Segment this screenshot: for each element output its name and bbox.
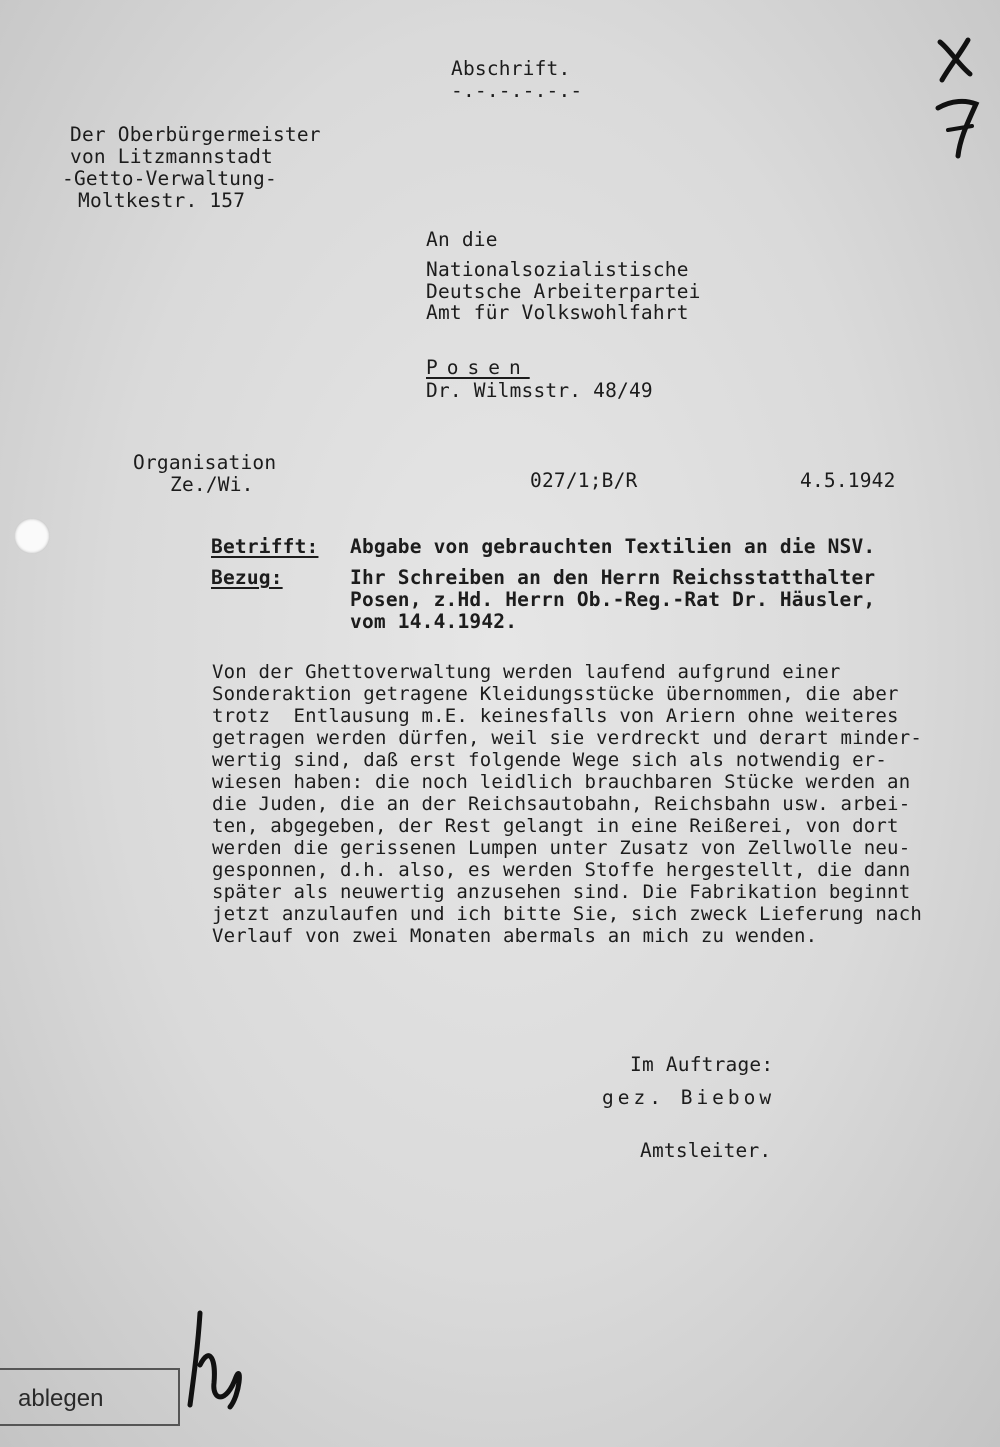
subject-label: Betrifft:	[211, 535, 319, 558]
body-line: ten, abgegeben, der Rest gelangt in eine Reißerei, von dort	[212, 815, 899, 837]
body-line: jetzt anzulaufen und ich bitte Sie, sich zweck Lieferung nach	[212, 903, 922, 925]
file-number: 027/1;B/R	[530, 469, 638, 492]
sender-line-3: -Getto-Verwaltung-	[62, 167, 277, 190]
recipient-city: Posen	[426, 356, 530, 379]
recipient-line-2: Nationalsozialistische	[426, 258, 689, 281]
body-line: später als neuwertig anzusehen sind. Die Fabrikation beginnt	[212, 881, 911, 903]
body-line: getragen werden dürfen, weil sie verdreckt und derart minder-	[212, 727, 922, 749]
recipient-line-3: Deutsche Arbeiterpartei	[426, 280, 701, 303]
reference-label: Bezug:	[211, 566, 283, 589]
document-title: Abschrift.	[451, 57, 571, 80]
punch-hole	[14, 518, 50, 554]
subject-text: Abgabe von gebrauchten Textilien an die NSV.	[350, 535, 876, 558]
letter-date: 4.5.1942	[800, 469, 896, 492]
filing-stamp: ablegen	[0, 1368, 180, 1426]
body-line: gesponnen, d.h. also, es werden Stoffe hergestellt, die dann	[212, 859, 911, 881]
sender-line-2: von Litzmannstadt	[70, 145, 273, 168]
recipient-street: Dr. Wilmsstr. 48/49	[426, 379, 653, 402]
body-line: die Juden, die an der Reichsautobahn, Reichsbahn usw. arbei-	[212, 793, 911, 815]
body-line: werden die gerissenen Lumpen unter Zusatz von Zellwolle neu-	[212, 837, 911, 859]
reference-line-1: Ihr Schreiben an den Herrn Reichsstatthalter	[350, 566, 876, 589]
body-line: wiesen haben: die noch leidlich brauchbaren Stücke werden an	[212, 771, 911, 793]
organisation-label: Organisation	[133, 451, 277, 474]
body-line: Sonderaktion getragene Kleidungsstücke übernommen, die aber	[212, 683, 899, 705]
handwritten-mark-icon	[920, 30, 990, 160]
body-line: Von der Ghettoverwaltung werden laufend aufgrund einer	[212, 661, 841, 683]
sender-line-1: Der Oberbürgermeister	[70, 123, 321, 146]
signature-name: gez. Biebow	[602, 1086, 776, 1109]
title-underline-dashes: -.-.-.-.-.-	[451, 79, 583, 102]
reference-line-3: vom 14.4.1942.	[350, 610, 518, 633]
reference-line-2: Posen, z.Hd. Herrn Ob.-Reg.-Rat Dr. Häusler,	[350, 588, 876, 611]
signature-title: Amtsleiter.	[640, 1139, 772, 1162]
body-line: wertig sind, daß erst folgende Wege sich als notwendig er-	[212, 749, 888, 771]
organisation-code: Ze./Wi.	[170, 473, 254, 496]
recipient-line-4: Amt für Volkswohlfahrt	[426, 301, 689, 324]
handwritten-initials-icon	[180, 1305, 250, 1415]
recipient-line-1: An die	[426, 228, 498, 251]
body-line: Verlauf von zwei Monaten abermals an mich zu wenden.	[212, 925, 818, 947]
sender-line-4: Moltkestr. 157	[78, 189, 246, 212]
body-line: trotz Entlausung m.E. keinesfalls von Ariern ohne weiteres	[212, 705, 899, 727]
signature-on-behalf: Im Auftrage:	[630, 1053, 774, 1076]
